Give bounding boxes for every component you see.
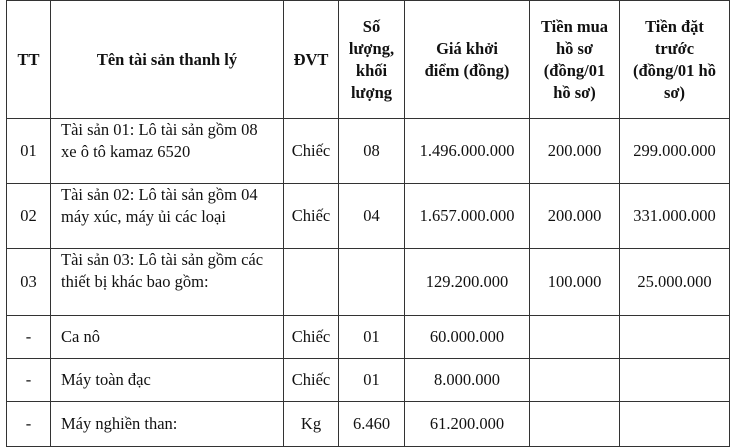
header-unit: ĐVT xyxy=(284,1,339,119)
row-starting-price: 1.657.000.000 xyxy=(405,184,530,249)
row-unit: Chiếc xyxy=(284,316,339,359)
row-tt: 03 xyxy=(7,249,51,316)
row-tt: 01 xyxy=(7,119,51,184)
row-unit: Chiếc xyxy=(284,184,339,249)
row-dossier-fee: 200.000 xyxy=(530,184,620,249)
row-tt: - xyxy=(7,359,51,402)
row-quantity xyxy=(339,249,405,316)
row-deposit xyxy=(620,402,730,447)
row-quantity: 01 xyxy=(339,359,405,402)
row-dossier-fee: 100.000 xyxy=(530,249,620,316)
table-row xyxy=(7,249,730,316)
row-starting-price: 8.000.000 xyxy=(405,359,530,402)
row-deposit xyxy=(620,316,730,359)
row-unit: Chiếc xyxy=(284,359,339,402)
row-deposit: 299.000.000 xyxy=(620,119,730,184)
row-quantity: 6.460 xyxy=(339,402,405,447)
table-row xyxy=(7,402,730,447)
row-dossier-fee: 200.000 xyxy=(530,119,620,184)
row-dossier-fee xyxy=(530,316,620,359)
header-asset-name: Tên tài sản thanh lý xyxy=(51,1,284,119)
row-starting-price: 61.200.000 xyxy=(405,402,530,447)
row-starting-price: 1.496.000.000 xyxy=(405,119,530,184)
row-deposit: 25.000.000 xyxy=(620,249,730,316)
row-asset-name: Tài sản 03: Lô tài sản gồm các thiết bị khác bao gồm: xyxy=(51,249,284,316)
table-row xyxy=(7,359,730,402)
asset-liquidation-table xyxy=(6,0,730,447)
row-asset-name: Tài sản 02: Lô tài sản gồm 04 máy xúc, máy ủi các loại xyxy=(51,184,284,249)
row-starting-price: 129.200.000 xyxy=(405,249,530,316)
table-row xyxy=(7,316,730,359)
row-unit: Kg xyxy=(284,402,339,447)
row-starting-price: 60.000.000 xyxy=(405,316,530,359)
table-header-row xyxy=(7,1,730,119)
row-deposit xyxy=(620,359,730,402)
row-unit: Chiếc xyxy=(284,119,339,184)
table-row xyxy=(7,184,730,249)
row-dossier-fee xyxy=(530,402,620,447)
row-unit xyxy=(284,249,339,316)
row-asset-name: Máy toàn đạc xyxy=(51,359,284,402)
row-tt: 02 xyxy=(7,184,51,249)
table-row xyxy=(7,119,730,184)
row-asset-name: Máy nghiền than: xyxy=(51,402,284,447)
header-dossier-fee: Tiền mua hồ sơ (đồng/01 hồ sơ) xyxy=(530,1,620,119)
header-starting-price: Giá khởi điểm (đồng) xyxy=(405,1,530,119)
row-dossier-fee xyxy=(530,359,620,402)
row-deposit: 331.000.000 xyxy=(620,184,730,249)
row-tt: - xyxy=(7,316,51,359)
header-deposit: Tiền đặt trước (đồng/01 hồ sơ) xyxy=(620,1,730,119)
row-asset-name: Ca nô xyxy=(51,316,284,359)
row-quantity: 08 xyxy=(339,119,405,184)
header-quantity: Số lượng, khối lượng xyxy=(339,1,405,119)
row-quantity: 04 xyxy=(339,184,405,249)
row-tt: - xyxy=(7,402,51,447)
row-asset-name: Tài sản 01: Lô tài sản gồm 08 xe ô tô kamaz 6520 xyxy=(51,119,284,184)
header-tt: TT xyxy=(7,1,51,119)
row-quantity: 01 xyxy=(339,316,405,359)
